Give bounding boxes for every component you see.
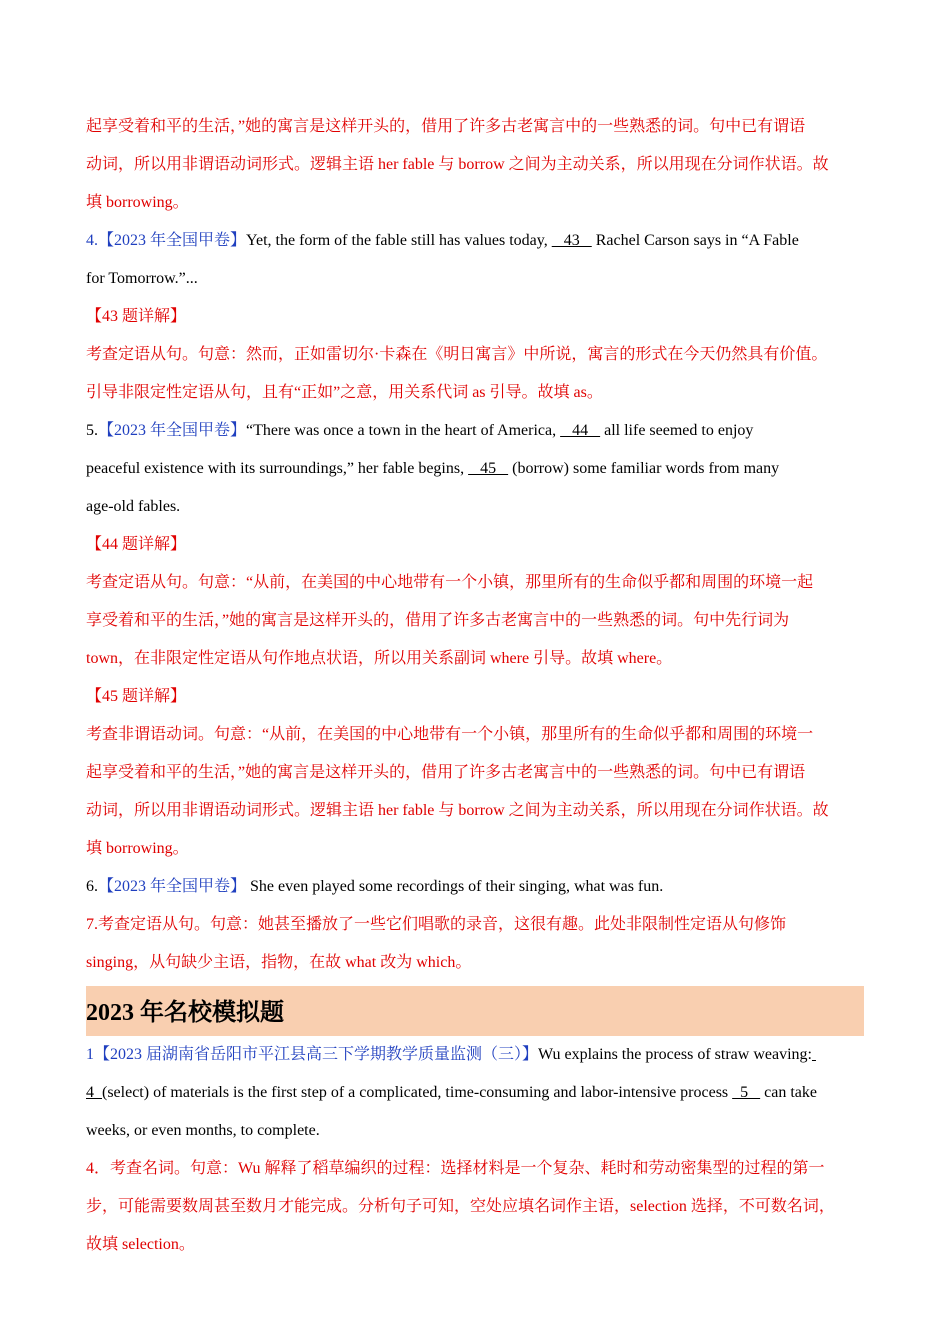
question-text: “There was once a town in the heart of America,: [246, 422, 561, 439]
question-6: [86, 868, 864, 906]
question-text: peaceful existence with its surroundings,” her fable begins,: [86, 460, 469, 477]
explanation-line: 考查定语从句。句意：然而，正如雷切尔·卡森在《明日寓言》中所说，寓言的形式在今天仍然具有价值。: [86, 346, 828, 363]
mock-question-1: [86, 1036, 864, 1074]
question-source: 【2023 年全国甲卷】: [98, 422, 247, 439]
explanation-line: 起享受着和平的生活，”她的寓言是这样开头的，借用了许多古老寓言中的一些熟悉的词。句中已有谓语: [86, 118, 806, 135]
explanation-line: 填 borrowing。: [86, 194, 189, 211]
explanation-line: 考查非谓语动词。句意：“从前，在美国的中心地带有一个小镇，那里所有的生命似乎都和周围的环境一: [86, 726, 814, 743]
mock-question-1-continued: weeks, or even months, to complete.: [86, 1122, 320, 1139]
blank-4: 4: [86, 1084, 102, 1101]
explanation-line: 享受着和平的生活，”她的寓言是这样开头的，借用了许多古老寓言中的一些熟悉的词。句中先行词为: [86, 612, 790, 629]
detail-heading-44: 【44 题详解】: [86, 536, 187, 553]
explanation-line: 步，可能需要数周甚至数月才能完成。分析句子可知，空处应填名词作主语，selection 选择，不可数名词，: [86, 1198, 835, 1215]
explanation-line: town，在非限定性定语从句作地点状语，所以用关系副词 where 引导。故填 where。: [86, 650, 673, 667]
explanation-line: 4．考查名词。句意：Wu 解释了稻草编织的过程：选择材料是一个复杂、耗时和劳动密集型的过程的第一: [86, 1160, 825, 1177]
question-4: [86, 222, 864, 260]
detail-heading-43: 【43 题详解】: [86, 308, 187, 325]
question-source: 【2023 年全国甲卷】: [98, 232, 247, 249]
question-text: (borrow) some familiar words from many: [508, 460, 780, 477]
question-5-continued: age-old fables.: [86, 498, 181, 515]
blank-45: 45: [468, 460, 509, 477]
explanation-line: singing，从句缺少主语，指物，在故 what 改为 which。: [86, 954, 472, 971]
question-text: She even played some recordings of their singing, what was fun.: [246, 878, 664, 895]
question-4-continued: for Tomorrow.”...: [86, 270, 198, 287]
question-number: 6.: [86, 878, 98, 895]
blank-44: 44: [560, 422, 601, 439]
blank-lead: [812, 1046, 816, 1063]
question-5: [86, 412, 864, 450]
detail-heading-45: 【45 题详解】: [86, 688, 187, 705]
question-5-continued: [86, 450, 864, 488]
explanation-line: 引导非限定性定语从句，且有“正如”之意，用关系代词 as 引导。故填 as。: [86, 384, 603, 401]
explanation-line: 动词，所以用非谓语动词形式。逻辑主语 her fable 与 borrow 之间为主动关系，所以用现在分词作状语。故: [86, 156, 829, 173]
question-text: (select) of materials is the first step of a complicated, time-consuming and labor-intensive process: [102, 1084, 733, 1101]
question-source: 【2023 年全国甲卷】: [98, 878, 247, 895]
explanation-line: 考查定语从句。句意：“从前，在美国的中心地带有一个小镇，那里所有的生命似乎都和周围的环境一起: [86, 574, 814, 591]
question-number: 4.: [86, 232, 98, 249]
question-text: Rachel Carson says in “A Fable: [591, 232, 799, 249]
mock-question-1-continued: [86, 1074, 864, 1112]
question-text: can take: [760, 1084, 818, 1101]
question-number: 5.: [86, 422, 98, 439]
question-source: 【2023 届湖南省岳阳市平江县高三下学期教学质量监测（三）】: [94, 1046, 539, 1063]
question-number: 1: [86, 1046, 94, 1063]
document-content: [86, 108, 864, 1264]
question-text: all life seemed to enjoy: [600, 422, 754, 439]
explanation-line: 动词，所以用非谓语动词形式。逻辑主语 her fable 与 borrow 之间为主动关系，所以用现在分词作状语。故: [86, 802, 829, 819]
question-text: Yet, the form of the fable still has values today,: [246, 232, 552, 249]
question-text: Wu explains the process of straw weaving:: [538, 1046, 812, 1063]
section-heading: 2023 年名校模拟题: [86, 986, 864, 1036]
explanation-line: 填 borrowing。: [86, 840, 189, 857]
explanation-line: 7.考查定语从句。句意：她甚至播放了一些它们唱歌的录音，这很有趣。此处非限制性定语从句修饰: [86, 916, 787, 933]
blank-5: 5: [732, 1084, 761, 1101]
explanation-line: 故填 selection。: [86, 1236, 195, 1253]
blank-43: 43: [551, 232, 592, 249]
explanation-line: 起享受着和平的生活，”她的寓言是这样开头的，借用了许多古老寓言中的一些熟悉的词。句中已有谓语: [86, 764, 806, 781]
